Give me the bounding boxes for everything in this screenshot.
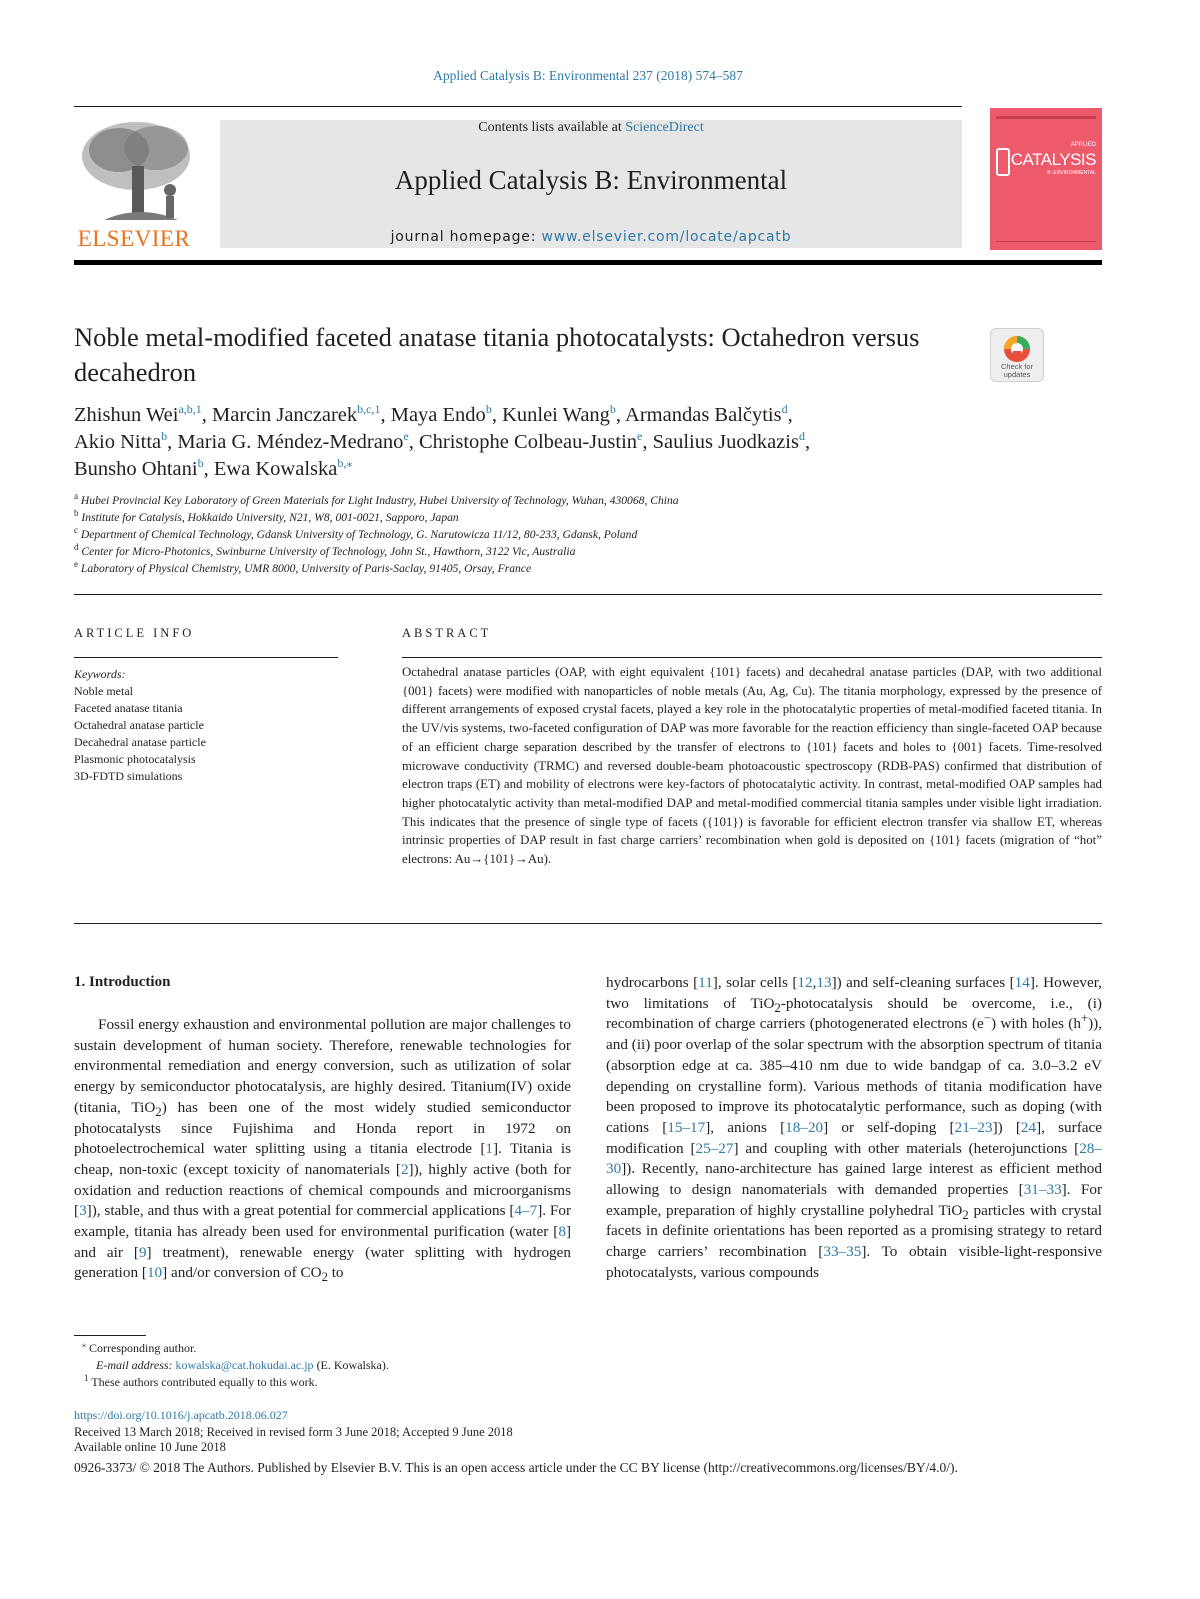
check-for-updates-button[interactable]	[990, 328, 1044, 382]
author-affiliation-marker: b	[161, 429, 168, 444]
author-affiliation-marker: d	[781, 402, 788, 417]
affiliation-text: Laboratory of Physical Chemistry, UMR 8000, University of Paris-Saclay, 91405, Orsay, France	[80, 562, 532, 575]
author-affiliation-marker: e	[637, 429, 643, 444]
abstract-rule	[402, 657, 1102, 658]
keyword-item: Noble metal	[74, 684, 133, 698]
equal-contribution-footnote	[74, 1374, 674, 1391]
email-footnote	[74, 1357, 674, 1374]
citation-link[interactable]: 33–35	[823, 1243, 862, 1261]
citation-link[interactable]: 24	[1020, 1118, 1037, 1136]
affiliation-item	[74, 543, 974, 560]
homepage-prefix: journal homepage:	[390, 229, 542, 245]
doi-link[interactable]: https://doi.org/10.1016/j.apcatb.2018.06.027	[74, 1408, 288, 1422]
keywords-block	[74, 666, 338, 785]
citation-link[interactable]: 12	[797, 974, 813, 991]
body-text: ], solar cells [	[712, 974, 798, 991]
homepage-link[interactable]: www.elsevier.com/locate/apcatb	[541, 229, 792, 245]
body-text: )), and (ii) poor overlap of the solar spectrum with the absorption spectrum of titania (absorption edge at ca. 385–410 nm due to wide bandgap of ca. 3.0–3.2 eV depending on crystalline form). Various methods of titania modification have been proposed to improve its photocatalytic performance, such as doping (with cations [	[606, 1015, 1102, 1136]
license-statement: 0926-3373/ © 2018 The Authors. Published by Elsevier B.V. This is an open access article under the CC BY license (http://creativecommons.org/licenses/BY/4.0/).	[74, 1460, 958, 1475]
affiliation-item	[74, 492, 974, 509]
header-thick-rule	[74, 260, 1102, 265]
body-text: ] and air [	[74, 1223, 571, 1261]
cover-flask-icon	[996, 148, 1010, 176]
journal-name: Applied Catalysis B: Environmental	[394, 165, 788, 195]
affiliation-key: d	[74, 542, 79, 553]
author-name[interactable]: Bunsho Ohtani	[74, 458, 198, 480]
author-name[interactable]: Akio Nitta	[74, 431, 162, 453]
affiliation-key: c	[74, 525, 78, 536]
equal-mark: 1	[84, 1373, 89, 1383]
header-rule	[74, 106, 962, 107]
citation-link[interactable]: 31–33	[1023, 1181, 1062, 1199]
citation-link[interactable]: 13	[816, 974, 832, 991]
body-text: ] and/or conversion of CO	[162, 1264, 322, 1282]
citation-link[interactable]: 2	[400, 1160, 409, 1178]
body-text: ] and coupling with other materials (heterojunctions [	[733, 1139, 1080, 1157]
body-text: ]), stable, and thus with a great potential for commercial applications [	[86, 1202, 515, 1220]
keywords-label: Keywords:	[74, 667, 126, 681]
citation-link[interactable]: 21–23	[954, 1118, 993, 1136]
author-name[interactable]: Armandas Balčytis	[625, 404, 782, 426]
subscript: 2	[321, 1270, 328, 1285]
author-affiliation-marker: b	[485, 402, 492, 417]
author-name[interactable]: Maya Endo	[390, 404, 486, 426]
contents-line	[220, 120, 962, 136]
cover-prefix: APPLIED	[1070, 142, 1096, 148]
body-text: ]) [	[992, 1118, 1021, 1136]
abstract-text: Octahedral anatase particles (OAP, with eight equivalent {101} facets) and decahedral anatase particles (DAP, with two additional {001} facets) were modified with nanoparticles of noble metals (Au, Ag, Cu). The titania morphology, expressed by the presence of different arrangements of exposed crystal facets, played a key role in the photocatalytic properties of metal-modified faceted titania. In the UV/vis systems, two-faceted configuration of DAP was more favorable for the reaction efficiency than single-faceted OAP because of an efficient charge separation described by the transfer of electrons to {101} facets and holes to {001} facets. Time-resolved microwave conductivity (TRMC) and reversed double-beam photoacoustic spectroscopy (RDB-PAS) confirmed that distribution of electron traps (ET) and mobility of electrons were key-factors of photocatalytic activity. In contrast, metal-modified OAP samples had higher photocatalytic activity than metal-modified DAP and metal-modified commercial titania samples under visible light irradiation. This indicates that the presence of single type of facets ({101}) is favorable for efficient electron transfer via shallow ET, whereas intrinsic properties of DAP result in fast charge carriers’ recombination when gold is deposited on {101} facets (migration of “hot” electrons: Au→{101}→Au).	[402, 665, 1102, 867]
journal-citation-link[interactable]: Applied Catalysis B: Environmental 237 (2018) 574–587	[433, 68, 743, 83]
body-text: -photocatalysis should be overcome, i.e., (i) recombination of charge carriers (photogenerated electrons (e	[606, 994, 1102, 1033]
citation-link[interactable]: 28–30	[606, 1139, 1102, 1178]
citation-link[interactable]: 14	[1014, 974, 1030, 991]
author-name[interactable]: Saulius Juodkazis	[652, 431, 799, 453]
email-suffix: (E. Kowalska).	[313, 1358, 389, 1372]
body-text: ]), highly active (both for oxidation and reduction reactions of chemical compounds and microorganisms [	[74, 1160, 571, 1220]
citation-link[interactable]: 15–17	[667, 1118, 706, 1136]
body-text: ]. To obtain visible-light-responsive photocatalysts, various compounds	[606, 1243, 1102, 1281]
author-name[interactable]: Ewa Kowalska	[213, 458, 338, 480]
keyword-item: Faceted anatase titania	[74, 701, 183, 715]
body-text: ) has been one of the most widely studied semiconductor photocatalysts since Fujishima and Honda report in 1972 on photoelectrochemical water splitting using a titania electrode [	[74, 1098, 571, 1158]
body-text: ) with holes (h	[990, 1015, 1081, 1033]
affiliation-item	[74, 509, 974, 526]
abstract-bottom-rule	[74, 923, 1102, 924]
superscript: −	[983, 1011, 991, 1026]
elsevier-wordmark: ELSEVIER	[77, 226, 191, 251]
superscript: +	[1080, 1011, 1089, 1026]
author-affiliation-marker: b,c,1	[357, 402, 381, 417]
affiliation-key: e	[74, 559, 78, 570]
body-text: ], anions [	[705, 1118, 786, 1136]
citation-link[interactable]: 3	[79, 1202, 87, 1220]
affiliation-rule	[74, 594, 1102, 595]
affiliation-key: b	[74, 508, 79, 519]
keyword-item: 3D-FDTD simulations	[74, 769, 183, 783]
introduction-column-right	[606, 973, 1102, 1284]
citation-link[interactable]: 11	[698, 974, 713, 991]
contents-prefix: Contents lists available at	[478, 120, 626, 135]
author-affiliation-marker: d	[798, 429, 805, 444]
footnote-rule	[74, 1335, 146, 1336]
citation-link[interactable]: 8	[558, 1223, 566, 1241]
body-text: ]. However, two limitations of TiO	[606, 974, 1102, 1012]
author-list: Zhishun Wei$^{a,b,1}$, Marcin Janczarek$^{b,c,1}$, Maya Endo$^b$, Kunlei Wang$^b$, Armandas Balčytis$^d$, Akio Nitta$^b$, Maria G. Méndez-Medrano$^e$, Christophe Colbeau-Justin$^e$, Saulius Juodkazis$^d$, Bunsho Ohtani$^b$, Ewa Kowalska$^{b,⁎}$	[74, 402, 811, 480]
body-text: ] treatment), renewable energy (water splitting with hydrogen generation [	[74, 1243, 571, 1282]
citation-link[interactable]: 4–7	[514, 1202, 538, 1220]
author-name[interactable]: Maria G. Méndez-Medrano	[177, 431, 404, 453]
article-dates	[74, 1425, 974, 1454]
body-text: ]. For example, preparation of highly crystalline polyhedral TiO	[606, 1181, 1103, 1219]
body-text: ]. Titania is cheap, non-toxic (except toxicity of nanomaterials [	[74, 1140, 572, 1178]
citation-link[interactable]: 10	[146, 1264, 163, 1282]
author-name[interactable]: Kunlei Wang	[502, 404, 610, 426]
received-dates: Received 13 March 2018; Received in revised form 3 June 2018; Accepted 9 June 2018	[74, 1425, 513, 1439]
abstract-heading: ABSTRACT	[402, 626, 492, 640]
corresponding-text: Corresponding author.	[89, 1341, 197, 1355]
body-text: Fossil energy exhaustion and environmental pollution are major challenges to sustain development of human society. Therefore, renewable technologies for environmental remediation and energy conversion, such as utilization of solar energy by semiconductor photocatalysis, are highly desired. Titanium(IV) oxide (titania, TiO	[74, 1016, 571, 1116]
keyword-list	[74, 683, 338, 785]
email-link[interactable]: kowalska@cat.hokudai.ac.jp	[175, 1358, 314, 1372]
author-affiliation-marker: b	[609, 402, 616, 417]
keyword-item: Octahedral anatase particle	[74, 718, 204, 732]
affiliation-text: Hubei Provincial Key Laboratory of Green Materials for Light Industry, Hubei University of Technology, Wuhan, 430068, China	[80, 494, 679, 507]
body-text: ]). Recently, nano-architecture has gained large interest as efficient method allowing to design nanomaterials with demanded properties [	[606, 1160, 1102, 1199]
author-affiliation-marker: b	[197, 456, 204, 471]
keyword-item: Plasmonic photocatalysis	[74, 752, 196, 766]
author-name[interactable]: Marcin Janczarek	[212, 404, 358, 426]
cover-subtitle: B: ENVIRONMENTAL	[1047, 170, 1096, 176]
affiliation-text: Center for Micro-Photonics, Swinburne University of Technology, John St., Hawthorn, 3122 Vic, Australia	[81, 545, 576, 558]
citation-link[interactable]: 9	[138, 1243, 147, 1261]
body-text: particles with crystal facets in definite orientations has been reported as a promising strategy to retard charge carriers’ recombination [	[606, 1201, 1102, 1261]
affiliation-text: Department of Chemical Technology, Gdansk University of Technology, G. Narutowicza 11/12, 80-233, Gdansk, Poland	[80, 528, 638, 541]
journal-cover-thumbnail[interactable]	[990, 108, 1102, 250]
article-title: Noble metal-modified faceted anatase titania photocatalysts: Octahedron versus decahedron	[74, 322, 920, 387]
introduction-column-left	[74, 1015, 571, 1284]
corresponding-mark: ⁎	[82, 1340, 86, 1349]
equal-text: These authors contributed equally to this work.	[91, 1375, 318, 1389]
author-affiliation-marker: b,⁎	[337, 456, 353, 471]
subscript: 2	[962, 1207, 969, 1222]
citation-link[interactable]: 18–20	[785, 1118, 824, 1136]
body-text: hydrocarbons [	[606, 974, 699, 991]
affiliation-list	[74, 492, 974, 577]
affiliation-text: Institute for Catalysis, Hokkaido University, N21, W8, 001-0021, Sapporo, Japan	[81, 511, 459, 524]
introduction-heading: 1. Introduction	[74, 974, 171, 990]
body-text: ]) and self-cleaning surfaces [	[831, 974, 1015, 991]
author-affiliation-marker: e	[403, 429, 409, 444]
citation-link[interactable]: 25–27	[695, 1139, 734, 1157]
journal-homepage-line	[220, 229, 962, 245]
cover-title: CATALYSIS	[1010, 150, 1096, 169]
email-label: E-mail address:	[96, 1358, 176, 1372]
available-online: Available online 10 June 2018	[74, 1439, 226, 1454]
tree-icon	[74, 120, 206, 224]
sciencedirect-link[interactable]: ScienceDirect	[625, 120, 704, 135]
corresponding-footnote	[74, 1340, 674, 1357]
body-text: ]. For example, titania has already been used for environmental purification (water [	[74, 1202, 572, 1241]
body-text: ] or self-doping [	[823, 1118, 955, 1136]
citation-link[interactable]: 1	[485, 1140, 493, 1158]
author-name[interactable]: Zhishun Wei	[74, 404, 179, 426]
body-text: ], surface modification [	[606, 1118, 1102, 1157]
keyword-item: Decahedral anatase particle	[74, 735, 206, 749]
subscript: 2	[155, 1104, 162, 1119]
affiliation-key: a	[74, 491, 78, 502]
author-name[interactable]: Christophe Colbeau-Justin	[418, 431, 638, 453]
affiliation-item	[74, 526, 974, 543]
affiliation-item	[74, 560, 974, 577]
author-affiliation-marker: a,b,1	[178, 402, 202, 417]
article-info-heading: ARTICLE INFO	[74, 626, 195, 640]
body-text: to	[327, 1264, 344, 1282]
article-info-rule	[74, 657, 338, 658]
check-updates-label: Check for updates	[1000, 362, 1034, 379]
footnotes	[74, 1340, 674, 1391]
body-text: ,	[812, 974, 817, 991]
subscript: 2	[774, 1000, 781, 1015]
